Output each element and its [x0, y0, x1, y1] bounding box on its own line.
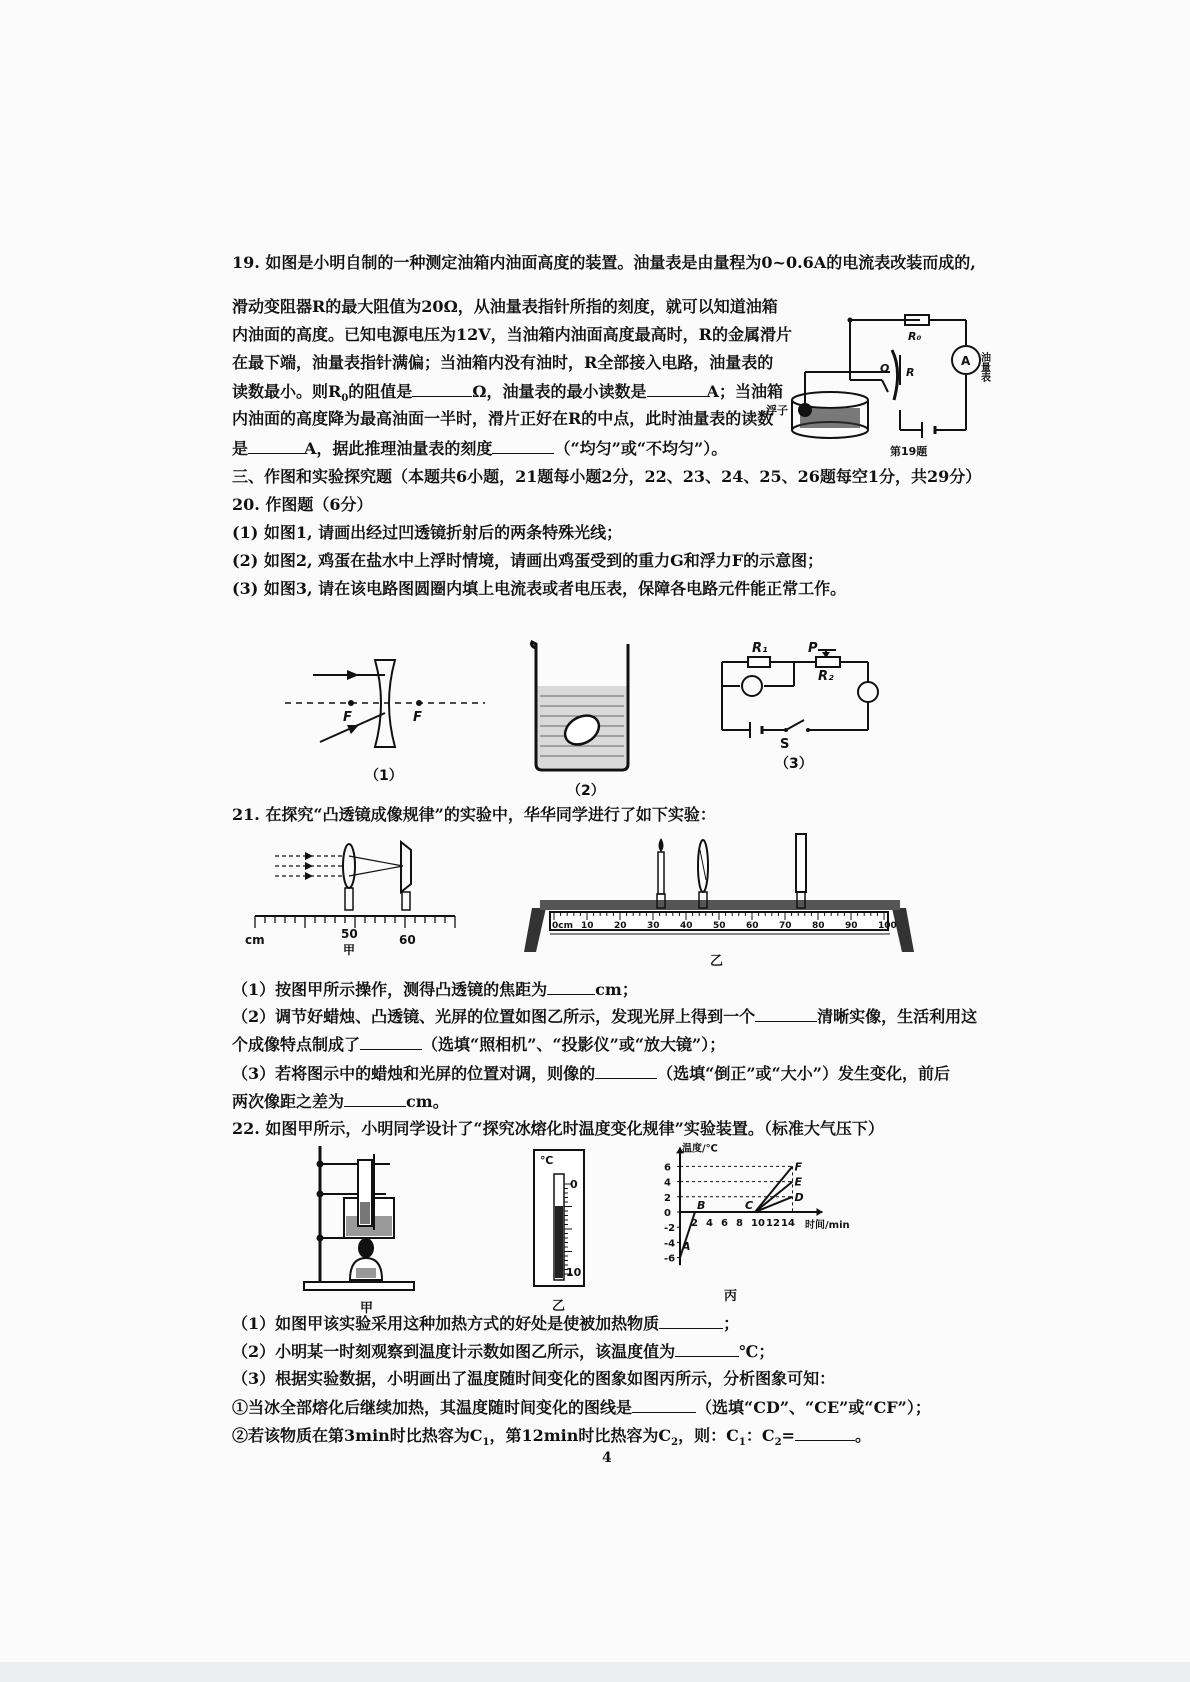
point-A: A	[682, 1240, 691, 1253]
q19-meter-label: 油量表	[978, 352, 990, 382]
y-axis-label: 温度/℃	[682, 1143, 718, 1155]
q22-yi-tick-0: 0	[570, 1178, 578, 1191]
q19-line2: 滑动变阻器R的最大阻值为20Ω，从油量表指针所指的刻度，就可以知道油箱	[232, 297, 778, 316]
x-tick-label: 10	[751, 1218, 765, 1229]
bench-tick-label: 40	[680, 921, 693, 931]
q21-part3-cont: 两次像距之差为 cm。	[232, 1092, 449, 1111]
q22-fig-jia-apparatus	[300, 1140, 430, 1316]
bench-tick-label: 30	[647, 921, 660, 931]
q20-fig3-p: P	[808, 641, 818, 656]
q21-blank-image-change[interactable]	[595, 1062, 657, 1079]
q22-bing-caption: 丙	[724, 1289, 738, 1304]
q21-yi-caption: 乙	[710, 954, 724, 969]
q20-fig2-caption: （2）	[567, 783, 605, 799]
q19-line1: 19. 如图是小明自制的一种测定油箱内油面高度的装置。油量表是由量程为0~0.6A的电流表改装而成的,	[232, 253, 976, 272]
bench-tick-label: 60	[746, 921, 759, 931]
q20-fig1-caption: （1）	[365, 768, 403, 784]
q21-title: 21. 在探究“凸透镜成像规律”的实验中，华华同学进行了如下实验：	[232, 805, 716, 824]
bench-tick-label: 10	[581, 921, 594, 931]
q22-blank-heat-capacity-ratio[interactable]	[795, 1424, 855, 1441]
q21-jia-cm: cm	[245, 933, 265, 947]
section3-heading: 三、作图和实验探究题（本题共6小题，21题每小题2分，22、23、24、25、26题每空1分，共29分）	[232, 467, 982, 486]
q19-line3: 内油面的高度。已知电源电压为12V，当油箱内油面高度最高时，R的金属滑片	[232, 325, 792, 344]
q20-part3: (3) 如图3, 请在该电路图圆圈内填上电流表或者电压表，保障各电路元件能正常工作。	[232, 579, 847, 598]
q20-title: 20. 作图题（6分）	[232, 495, 373, 514]
q22-part5: ②若该物质在第3min时比热容为$C_1$，第12min时比热容为$C_2$，则：$C_1$：$C_2=$ 。	[232, 1426, 871, 1449]
q19-caption: 第19题	[890, 445, 928, 458]
q22-blank-heating-benefit[interactable]	[659, 1312, 723, 1329]
point-B: B	[697, 1199, 706, 1212]
q22-part3: （3）根据实验数据，小明画出了温度随时间变化的图象如图丙所示，分析图象可知：	[232, 1369, 836, 1388]
x-tick-label: 12	[766, 1218, 780, 1229]
q20-fig1-f-right: F	[413, 710, 422, 725]
y-tick-label: -4	[664, 1238, 676, 1250]
y-tick-label: 6	[664, 1162, 671, 1174]
bench-tick-label: 90	[845, 921, 858, 931]
q19-circuit-figure	[766, 290, 990, 458]
q21-blank-image-type[interactable]	[755, 1005, 817, 1022]
q20-part1: (1) 如图1, 请画出经过凹透镜折射后的两条特殊光线；	[232, 523, 623, 542]
q19-r0-label: R₀	[908, 330, 922, 343]
q19-line4: 在最下端，油量表指针满偏；当油箱内没有油时，R全部接入电路，油量表的	[232, 353, 774, 372]
q21-part1: （1）按图甲所示操作，测得凸透镜的焦距为 cm；	[232, 980, 638, 999]
y-tick-label: 0	[664, 1208, 671, 1219]
q20-part2: (2) 如图2, 鸡蛋在盐水中上浮时情境，请画出鸡蛋受到的重力G和浮力F的示意图；	[232, 551, 824, 570]
x-tick-label: 14	[781, 1218, 795, 1229]
q21-jia-tick-50: 50	[341, 927, 358, 941]
point-E: E	[794, 1175, 803, 1189]
x-axis-arrow	[817, 1208, 823, 1216]
q22-fig-bing-graph	[640, 1128, 870, 1308]
q21-fig-yi	[520, 830, 920, 970]
q19-blank-min-reading[interactable]	[647, 380, 707, 397]
point-D: D	[794, 1190, 804, 1204]
q21-blank-distance-diff[interactable]	[344, 1090, 406, 1107]
q20-fig3-caption: （3）	[775, 756, 813, 772]
q22-part1: （1）如图甲该实验采用这种加热方式的好处是使被加热物质 ；	[232, 1314, 740, 1333]
bottom-band	[0, 1662, 1190, 1682]
q21-fig-jia	[245, 836, 465, 961]
bench-tick-label: 100	[878, 921, 897, 931]
q19-line6: 内油面的高度降为最高油面一半时，滑片正好在R的中点，此时油量表的读数	[232, 409, 774, 428]
q19-float-label: 浮子	[766, 404, 788, 417]
point-C: C	[745, 1199, 754, 1212]
x-tick-label: 6	[721, 1218, 728, 1229]
y-tick-label: -2	[664, 1223, 676, 1235]
q21-part3: （3）若将图示中的蜡烛和光屏的位置对调，则像的 （选填“倒正”或“大小”）发生变化，前后	[232, 1064, 950, 1083]
q22-yi-caption: 乙	[552, 1299, 566, 1314]
q21-part2: （2）调节好蜡烛、凸透镜、光屏的位置如图乙所示，发现光屏上得到一个 清晰实像，生活利用这	[232, 1007, 978, 1026]
bench-tick-label: 20	[614, 921, 627, 931]
q19-o-label: O	[880, 362, 890, 375]
q22-blank-temperature[interactable]	[675, 1340, 739, 1357]
q19-line5: 读数最小。则$R_0$的阻值是 Ω，油量表的最小读数是 A；当油箱	[232, 382, 783, 405]
q22-part2: （2）小明某一时刻观察到温度计示数如图乙所示，该温度值为 ℃；	[232, 1342, 775, 1361]
q20-fig2-beaker-egg	[532, 640, 642, 799]
q20-fig3-r1: R₁	[752, 641, 768, 656]
y-tick-label: 2	[664, 1192, 671, 1204]
q20-fig3-s: S	[780, 737, 790, 752]
q19-line7: 是 A，据此推理油量表的刻度 （“均匀”或“不均匀”）。	[232, 439, 728, 458]
q21-blank-focal-length[interactable]	[547, 978, 595, 995]
q21-blank-device[interactable]	[360, 1033, 422, 1050]
q22-yi-tick-10: 10	[566, 1266, 582, 1279]
q19-blank-scale[interactable]	[492, 437, 554, 454]
q21-jia-tick-60: 60	[399, 933, 416, 947]
q22-title: 22. 如图甲所示，小明同学设计了“探究冰熔化时温度变化规律”实验装置。（标准大气压下）	[232, 1119, 884, 1138]
bench-tick-label: 0cm	[552, 921, 573, 931]
page-number: 4	[602, 1450, 612, 1466]
x-tick-label: 8	[736, 1218, 743, 1229]
x-tick-label: 2	[691, 1218, 698, 1229]
point-F: F	[794, 1160, 803, 1174]
bench-tick-label: 70	[779, 921, 792, 931]
q22-jia-caption: 甲	[360, 1301, 374, 1316]
q22-yi-unit: ℃	[540, 1154, 554, 1167]
bench-tick-label: 80	[812, 921, 825, 931]
q20-fig3-circuit	[720, 640, 890, 770]
q19-blank-r0[interactable]	[412, 380, 472, 397]
q20-fig1-concave-lens	[285, 655, 485, 784]
y-tick-label: 4	[664, 1177, 671, 1189]
q21-jia-caption: 甲	[343, 943, 356, 957]
q22-fig-yi-thermometer	[530, 1146, 600, 1314]
q21-part2-cont: 个成像特点制成了 （选填“照相机”、“投影仪”或“放大镜”）；	[232, 1035, 726, 1054]
x-axis-label: 时间/min	[805, 1220, 850, 1231]
q22-blank-graph-line[interactable]	[632, 1396, 696, 1413]
q19-blank-half-reading[interactable]	[248, 437, 304, 454]
y-tick-label: -6	[664, 1253, 676, 1265]
x-tick-label: 4	[706, 1218, 713, 1229]
q22-part4: ①当冰全部熔化后继续加热，其温度随时间变化的图线是 （选填“CD”、“CE”或“CF”）；	[232, 1398, 931, 1417]
bench-tick-label: 50	[713, 921, 726, 931]
q20-fig1-f-left: F	[343, 710, 352, 725]
q20-fig3-r2: R₂	[818, 669, 834, 684]
q19-meter-symbol: A	[961, 354, 971, 368]
q19-r-label: R	[906, 366, 915, 379]
